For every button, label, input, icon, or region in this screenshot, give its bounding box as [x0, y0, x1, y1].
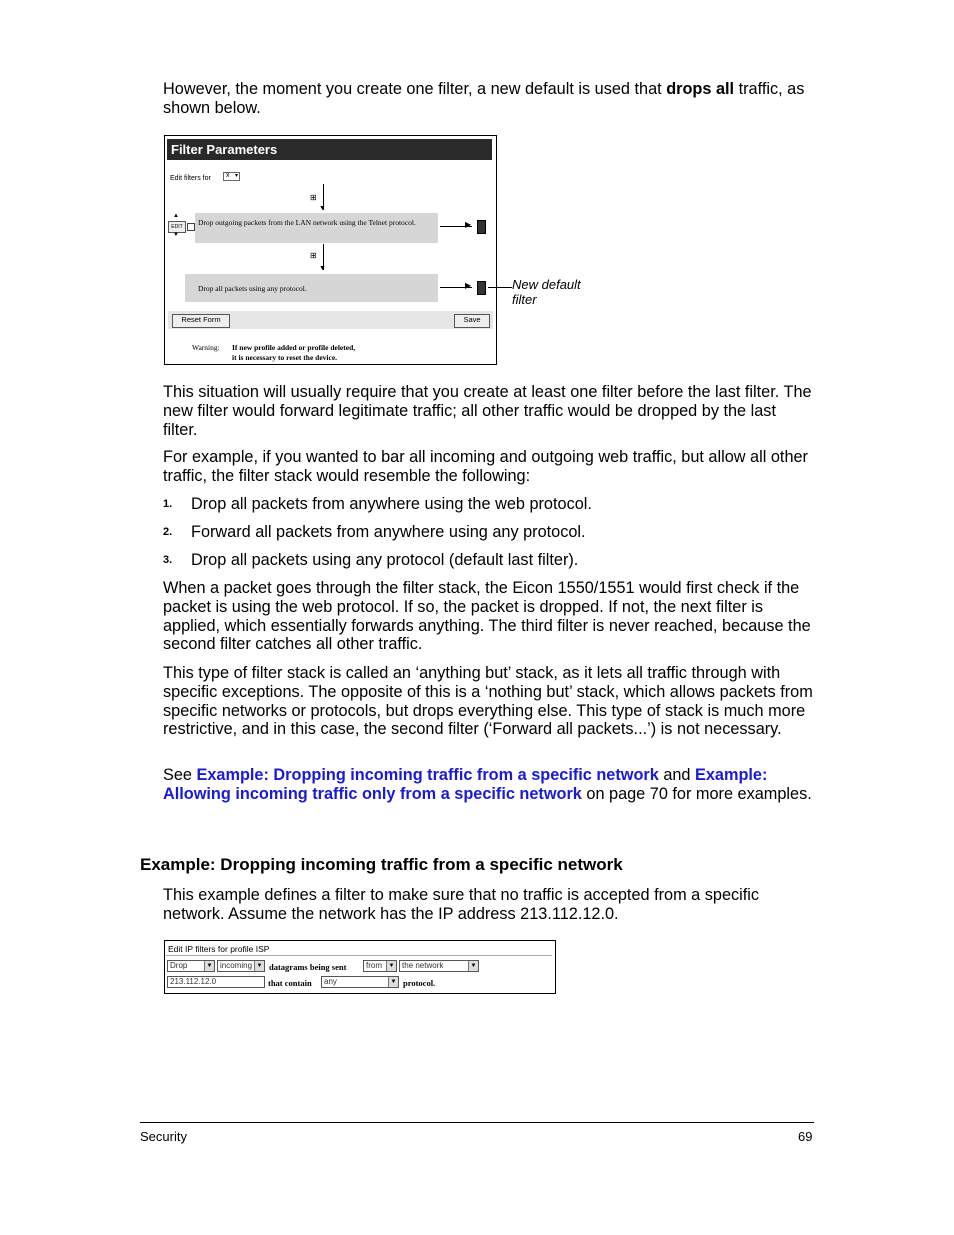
protocol-select[interactable] — [321, 976, 399, 988]
edit-ip-filters-screenshot — [164, 940, 556, 994]
and-text: and — [658, 766, 696, 784]
drop-indicator-icon-2 — [477, 281, 486, 295]
chevron-down-icon: ▾ — [234, 173, 238, 179]
callout-line — [488, 287, 512, 288]
warning-text-1: If new profile added or profile deleted, — [232, 343, 356, 352]
filter-row-1 — [195, 213, 438, 243]
chevron-down-icon: ▼ — [204, 961, 214, 971]
action-select[interactable] — [167, 960, 215, 972]
direction-select[interactable] — [217, 960, 265, 972]
list-number: 1. — [163, 498, 173, 510]
default-filter-row — [185, 274, 438, 302]
arrow-right-icon: ▶ — [465, 220, 472, 229]
list-item: Forward all packets from anywhere using any protocol. — [191, 523, 586, 541]
arrow-down-icon: ▼ — [319, 205, 326, 212]
save-button[interactable]: Save — [454, 314, 490, 328]
edit-filters-select[interactable]: x ▾ — [223, 172, 240, 181]
callout-text-2: filter — [512, 292, 537, 307]
see-text: See — [163, 766, 197, 784]
reset-form-button[interactable]: Reset Form — [172, 314, 230, 328]
filter-checkbox[interactable] — [187, 223, 195, 231]
network-select[interactable] — [399, 960, 479, 972]
ip-address-value: 213.112.12.0 — [170, 977, 217, 986]
edit-button[interactable]: EDIT — [168, 221, 186, 233]
network-value: the network — [402, 961, 444, 970]
paragraph-anything-but: This type of filter stack is called an ‘anything but’ stack, as it lets all traffic through with specific exceptions. The opposite of this is a ‘nothing but’ stack, which allows packets from specific networks or protocols, but drops everything else. This type of stack is much more restrictive, and in this case, the second filter (‘Forward all packets...’) is not necessary. — [163, 664, 813, 739]
link-allowing-example[interactable]: Example: Allowing incoming traffic only from a specific network — [163, 766, 768, 803]
list-number: 2. — [163, 526, 173, 538]
protocol-label: protocol. — [403, 978, 436, 988]
footer-rule — [140, 1122, 814, 1123]
insert-filter-icon-2[interactable]: ⊞ — [310, 251, 317, 260]
arrow-right-icon-2: ▶ — [465, 281, 472, 290]
protocol-value: any — [324, 977, 337, 986]
chevron-down-icon: ▼ — [254, 961, 264, 971]
list-item: Drop all packets from anywhere using the web protocol. — [191, 495, 592, 513]
ip-address-input[interactable] — [167, 976, 265, 988]
list-number: 3. — [163, 554, 173, 566]
paragraph-situation: This situation will usually require that you create at least one filter before the last filter. The new filter would forward legitimate traffic; all other traffic would be dropped by the last filter. — [163, 383, 812, 439]
datagrams-label: datagrams being sent — [269, 962, 347, 972]
move-up-icon[interactable]: ▲ — [173, 213, 179, 219]
paragraph-defines-filter: This example defines a filter to make sure that no traffic is accepted from a specific network. Assume the network has the IP address 213.112.12.0. — [163, 886, 760, 923]
list-item: Drop all packets using any protocol (default last filter). — [191, 551, 579, 569]
paragraph-see-also — [163, 766, 813, 804]
action-value: Drop — [170, 961, 188, 970]
direction-value: incoming — [220, 961, 253, 970]
edit-ip-filters-title: Edit IP filters for profile ISP — [166, 942, 552, 956]
footer-section: Security — [140, 1129, 187, 1144]
from-to-value: from — [366, 961, 382, 970]
default-filter-text: Drop all packets using any protocol. — [198, 284, 307, 293]
filter-parameters-title: Filter Parameters — [167, 139, 492, 160]
filter-parameters-screenshot — [164, 135, 497, 365]
edit-filters-label: Edit filters for — [170, 175, 211, 182]
chevron-down-icon: ▼ — [468, 961, 478, 971]
that-contain-label: that contain — [268, 978, 312, 988]
paragraph-packet-flow: When a packet goes through the filter stack, the Eicon 1550/1551 would first check if the packet is using the web protocol. If so, the packet is dropped. If not, the next filter is applied, which essentially forwards anything. The third filter is never reached, because the second filter catches all other traffic. — [163, 579, 811, 654]
warning-label: Warning: — [192, 343, 220, 352]
chevron-down-icon: ▼ — [386, 961, 396, 971]
section-heading: Example: Dropping incoming traffic from a specific network — [140, 855, 623, 874]
from-to-select[interactable] — [363, 960, 397, 972]
new-default-filter-callout — [512, 277, 581, 307]
intro-bold: drops all — [666, 80, 735, 98]
move-down-icon[interactable]: ▼ — [173, 232, 179, 238]
arrow-down-icon-2: ▼ — [319, 265, 326, 272]
paragraph-example: For example, if you wanted to bar all incoming and outgoing web traffic, but allow all other traffic, the filter stack would resemble the following: — [163, 448, 808, 485]
intro-text-end: traffic, as shown below. — [163, 80, 805, 117]
insert-filter-icon[interactable]: ⊞ — [310, 193, 317, 202]
page-number: 69 — [798, 1129, 813, 1144]
callout-text-1: New default — [512, 277, 581, 292]
filter-row-1-text: Drop outgoing packets from the LAN network using the Telnet protocol. — [198, 218, 416, 227]
intro-paragraph — [163, 80, 813, 118]
page-ref-text: on page 70 for more examples. — [581, 784, 812, 803]
intro-text: However, the moment you create one filter, a new default is used that — [163, 80, 667, 98]
drop-indicator-icon — [477, 220, 486, 234]
warning-text-2: it is necessary to reset the device. — [232, 353, 338, 362]
link-dropping-example[interactable]: Example: Dropping incoming traffic from a specific network — [196, 766, 659, 784]
chevron-down-icon: ▼ — [388, 977, 398, 987]
